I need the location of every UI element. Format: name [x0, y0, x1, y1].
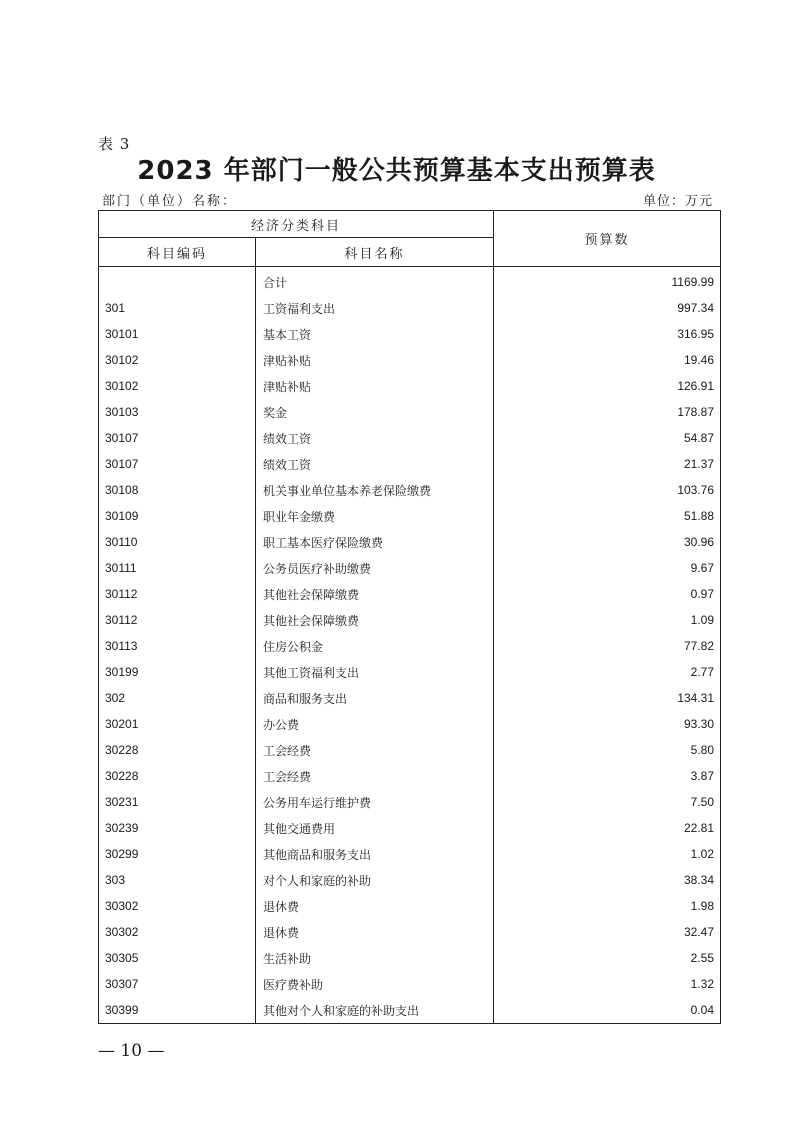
row-amount: 22.81 [494, 815, 721, 841]
row-code: 30199 [99, 659, 256, 685]
row-code: 30103 [99, 399, 256, 425]
table-header [99, 211, 721, 267]
table-row [99, 971, 721, 997]
row-amount: 0.97 [494, 581, 721, 607]
table-row [99, 321, 721, 347]
name-column-header: 科目名称 [256, 238, 494, 267]
row-code: 30109 [99, 503, 256, 529]
row-name: 工会经费 [256, 737, 494, 763]
row-name: 公务用车运行维护费 [256, 789, 494, 815]
amount-column-header: 预算数 [494, 211, 721, 267]
group-header: 经济分类科目 [99, 211, 494, 238]
row-code: 30111 [99, 555, 256, 581]
row-name: 机关事业单位基本养老保险缴费 [256, 477, 494, 503]
table-row [99, 711, 721, 737]
row-name: 其他商品和服务支出 [256, 841, 494, 867]
table-row [99, 267, 721, 296]
row-code: 302 [99, 685, 256, 711]
table-row [99, 347, 721, 373]
row-code: 30302 [99, 919, 256, 945]
row-name: 医疗费补助 [256, 971, 494, 997]
row-code: 30307 [99, 971, 256, 997]
row-name: 工资福利支出 [256, 295, 494, 321]
row-amount: 51.88 [494, 503, 721, 529]
row-amount: 93.30 [494, 711, 721, 737]
row-code: 30110 [99, 529, 256, 555]
table-row [99, 581, 721, 607]
table-row [99, 867, 721, 893]
table-row [99, 451, 721, 477]
row-name: 商品和服务支出 [256, 685, 494, 711]
table-row [99, 789, 721, 815]
row-code: 30239 [99, 815, 256, 841]
row-name: 生活补助 [256, 945, 494, 971]
page-title: 2023 年部门一般公共预算基本支出预算表 [137, 156, 656, 186]
table-row [99, 737, 721, 763]
row-amount: 178.87 [494, 399, 721, 425]
row-amount: 3.87 [494, 763, 721, 789]
row-name: 其他工资福利支出 [256, 659, 494, 685]
row-code: 30102 [99, 373, 256, 399]
row-name: 津贴补贴 [256, 373, 494, 399]
row-name: 合计 [256, 267, 494, 296]
row-name: 公务员医疗补助缴费 [256, 555, 494, 581]
row-amount: 21.37 [494, 451, 721, 477]
row-name: 职工基本医疗保险缴费 [256, 529, 494, 555]
unit-label: 单位：万元 [642, 194, 713, 209]
table-row [99, 997, 721, 1024]
row-code: 30299 [99, 841, 256, 867]
row-amount: 1.02 [494, 841, 721, 867]
row-code: 30399 [99, 997, 256, 1024]
row-code: 30228 [99, 737, 256, 763]
row-amount: 5.80 [494, 737, 721, 763]
table-row [99, 945, 721, 971]
row-code: 30112 [99, 607, 256, 633]
code-column-header: 科目编码 [99, 238, 256, 267]
row-code: 30305 [99, 945, 256, 971]
row-amount: 2.55 [494, 945, 721, 971]
row-amount: 997.34 [494, 295, 721, 321]
row-amount: 316.95 [494, 321, 721, 347]
row-code: 30228 [99, 763, 256, 789]
table-row [99, 633, 721, 659]
table-row [99, 399, 721, 425]
row-code: 30302 [99, 893, 256, 919]
row-name: 对个人和家庭的补助 [256, 867, 494, 893]
row-code: 30108 [99, 477, 256, 503]
row-amount: 19.46 [494, 347, 721, 373]
row-amount: 38.34 [494, 867, 721, 893]
row-name: 住房公积金 [256, 633, 494, 659]
table-row [99, 373, 721, 399]
row-name: 其他社会保障缴费 [256, 607, 494, 633]
row-name: 办公费 [256, 711, 494, 737]
table-row [99, 893, 721, 919]
table-row [99, 659, 721, 685]
row-code: 30231 [99, 789, 256, 815]
table-row [99, 503, 721, 529]
table-row [99, 529, 721, 555]
row-amount: 54.87 [494, 425, 721, 451]
row-amount: 9.67 [494, 555, 721, 581]
row-name: 工会经费 [256, 763, 494, 789]
row-code: 30201 [99, 711, 256, 737]
row-code: 30113 [99, 633, 256, 659]
row-name: 绩效工资 [256, 425, 494, 451]
table-row [99, 555, 721, 581]
row-amount: 126.91 [494, 373, 721, 399]
row-amount: 7.50 [494, 789, 721, 815]
table-row [99, 815, 721, 841]
row-name: 基本工资 [256, 321, 494, 347]
table-row [99, 607, 721, 633]
row-amount: 32.47 [494, 919, 721, 945]
row-amount: 1.98 [494, 893, 721, 919]
table-row [99, 295, 721, 321]
row-code: 30107 [99, 425, 256, 451]
row-code: 30107 [99, 451, 256, 477]
row-amount: 30.96 [494, 529, 721, 555]
row-code: 303 [99, 867, 256, 893]
table-body [99, 267, 721, 1024]
row-name: 其他对个人和家庭的补助支出 [256, 997, 494, 1024]
table-row [99, 685, 721, 711]
table-row [99, 477, 721, 503]
row-name: 绩效工资 [256, 451, 494, 477]
row-code: 301 [99, 295, 256, 321]
row-amount: 134.31 [494, 685, 721, 711]
table-row [99, 425, 721, 451]
row-code [99, 267, 256, 296]
row-amount: 1.09 [494, 607, 721, 633]
row-amount: 0.04 [494, 997, 721, 1024]
row-name: 其他社会保障缴费 [256, 581, 494, 607]
table-row [99, 763, 721, 789]
row-amount: 103.76 [494, 477, 721, 503]
row-code: 30101 [99, 321, 256, 347]
page-number: — 10 — [98, 1041, 165, 1061]
table-label: 表 3 [98, 135, 131, 153]
department-label: 部门（单位）名称： [102, 194, 238, 209]
row-name: 津贴补贴 [256, 347, 494, 373]
budget-table [98, 210, 721, 1024]
row-amount: 1.32 [494, 971, 721, 997]
row-amount: 2.77 [494, 659, 721, 685]
row-name: 职业年金缴费 [256, 503, 494, 529]
row-name: 奖金 [256, 399, 494, 425]
table-row [99, 919, 721, 945]
row-name: 退休费 [256, 893, 494, 919]
row-amount: 1169.99 [494, 267, 721, 296]
row-code: 30102 [99, 347, 256, 373]
row-code: 30112 [99, 581, 256, 607]
row-name: 其他交通费用 [256, 815, 494, 841]
row-amount: 77.82 [494, 633, 721, 659]
table-row [99, 841, 721, 867]
row-name: 退休费 [256, 919, 494, 945]
